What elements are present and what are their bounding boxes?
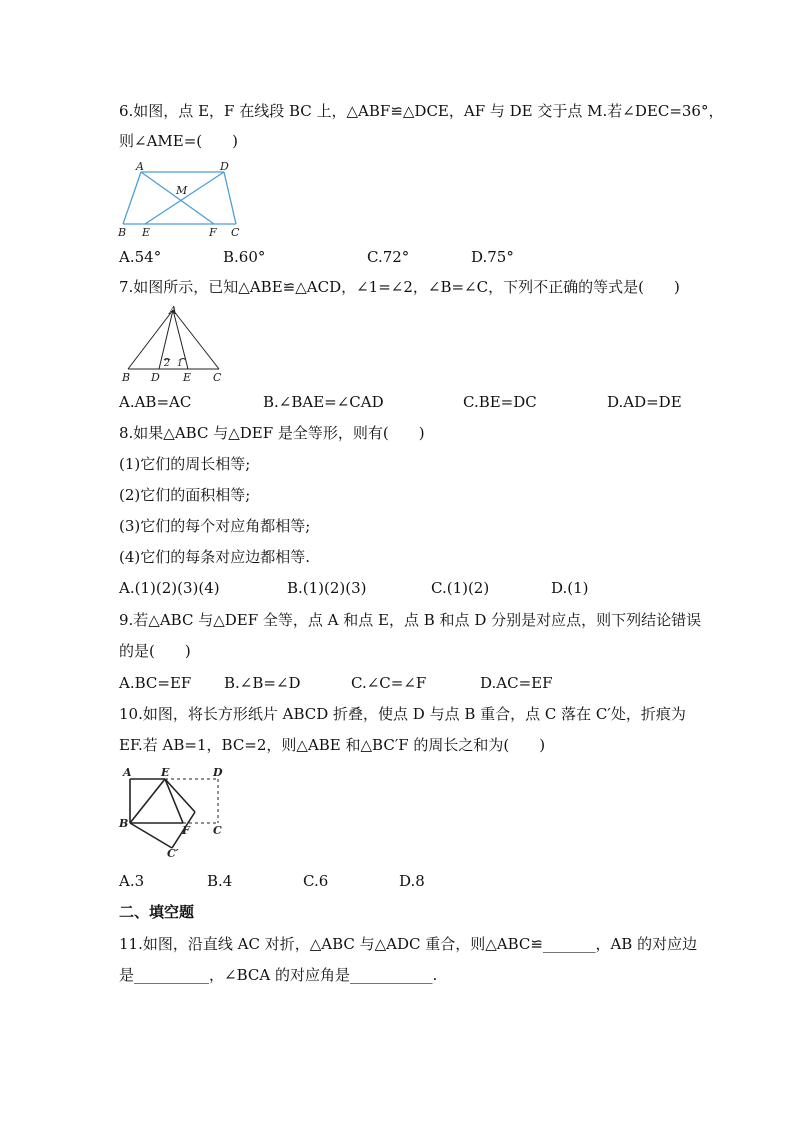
q8-option-c: C.(1)(2) — [431, 579, 490, 597]
q10-option-c: C.6 — [303, 872, 329, 890]
q10-label-c: C — [213, 824, 222, 837]
q10-label-d: D — [213, 766, 223, 779]
q11-text-line2: 是__________，∠BCA 的对应角是___________. — [119, 966, 438, 984]
q9-option-c: C.∠C=∠F — [351, 674, 427, 692]
q7-option-c: C.BE=DC — [463, 393, 537, 411]
q6-option-d: D.75° — [471, 248, 514, 266]
q6-label-m: M — [176, 184, 188, 197]
q8-option-a: A.(1)(2)(3)(4) — [119, 579, 220, 597]
section-title-fill-in: 二、填空题 — [119, 903, 195, 921]
q7-option-a: A.AB=AC — [119, 393, 192, 411]
q8-option-d: D.(1) — [551, 579, 589, 597]
q6-figure — [118, 158, 243, 238]
q9-text-line2: 的是( ) — [119, 642, 191, 660]
q6-label-f: F — [209, 226, 217, 239]
q7-option-d: D.AD=DE — [607, 393, 682, 411]
q10-figure — [117, 764, 232, 859]
q8-option-b: B.(1)(2)(3) — [287, 579, 367, 597]
q7-label-angle2: 2 — [164, 359, 170, 369]
q6-label-e: E — [142, 226, 151, 239]
q11-text-line1: 11.如图，沿直线 AC 对折，△ABC 与△ADC 重合，则△ABC≌_______，AB 的对应边 — [119, 935, 698, 953]
q6-label-b: B — [118, 226, 127, 239]
q10-label-c-prime: C′ — [167, 847, 179, 860]
q8-text-line1: 8.如果△ABC 与△DEF 是全等形，则有( ) — [119, 424, 425, 442]
q6-label-d: D — [220, 160, 229, 173]
q7-label-d: D — [151, 371, 160, 384]
q9-text-line1: 9.若△ABC 与△DEF 全等，点 A 和点 E，点 B 和点 D 分别是对应点，则下列结论错误 — [119, 611, 702, 629]
q10-option-a: A.3 — [119, 872, 145, 890]
q7-label-angle1: 1 — [177, 359, 183, 369]
q6-option-a: A.54° — [119, 248, 162, 266]
q9-option-a: A.BC=EF — [119, 674, 192, 692]
q9-option-d: D.AC=EF — [480, 674, 553, 692]
q7-figure — [120, 304, 225, 384]
q6-text-line1: 6.如图，点 E，F 在线段 BC 上，△ABF≌△DCE，AF 与 DE 交于点 M.若∠DEC=36°， — [119, 102, 724, 120]
q7-label-a: A — [169, 304, 177, 317]
q6-option-c: C.72° — [367, 248, 410, 266]
q6-label-a: A — [136, 160, 144, 173]
q10-text-line1: 10.如图，将长方形纸片 ABCD 折叠，使点 D 与点 B 重合，点 C 落在 C′处，折痕为 — [119, 705, 686, 723]
q9-option-b: B.∠B=∠D — [224, 674, 301, 692]
q8-item-3: (3)它们的每个对应角都相等; — [119, 517, 311, 535]
q10-option-d: D.8 — [399, 872, 425, 890]
q10-option-b: B.4 — [207, 872, 233, 890]
q6-text-line2: 则∠AME=( ) — [119, 132, 238, 150]
q7-label-c: C — [213, 371, 222, 384]
q10-label-f: F — [182, 824, 190, 837]
q8-item-2: (2)它们的面积相等; — [119, 486, 251, 504]
q8-item-4: (4)它们的每条对应边都相等. — [119, 548, 311, 566]
q7-option-b: B.∠BAE=∠CAD — [263, 393, 384, 411]
q10-label-b: B — [119, 817, 129, 830]
q10-label-e: E — [161, 766, 170, 779]
q6-option-b: B.60° — [223, 248, 266, 266]
q8-item-1: (1)它们的周长相等; — [119, 455, 251, 473]
q6-label-c: C — [231, 226, 240, 239]
q7-text-line1: 7.如图所示，已知△ABE≌△ACD，∠1=∠2，∠B=∠C，下列不正确的等式是( ) — [119, 278, 680, 296]
q10-label-a: A — [123, 766, 132, 779]
q10-text-line2: EF.若 AB=1，BC=2，则△ABE 和△BC′F 的周长之和为( ) — [119, 736, 546, 754]
q7-label-b: B — [122, 371, 131, 384]
q7-label-e: E — [183, 371, 192, 384]
